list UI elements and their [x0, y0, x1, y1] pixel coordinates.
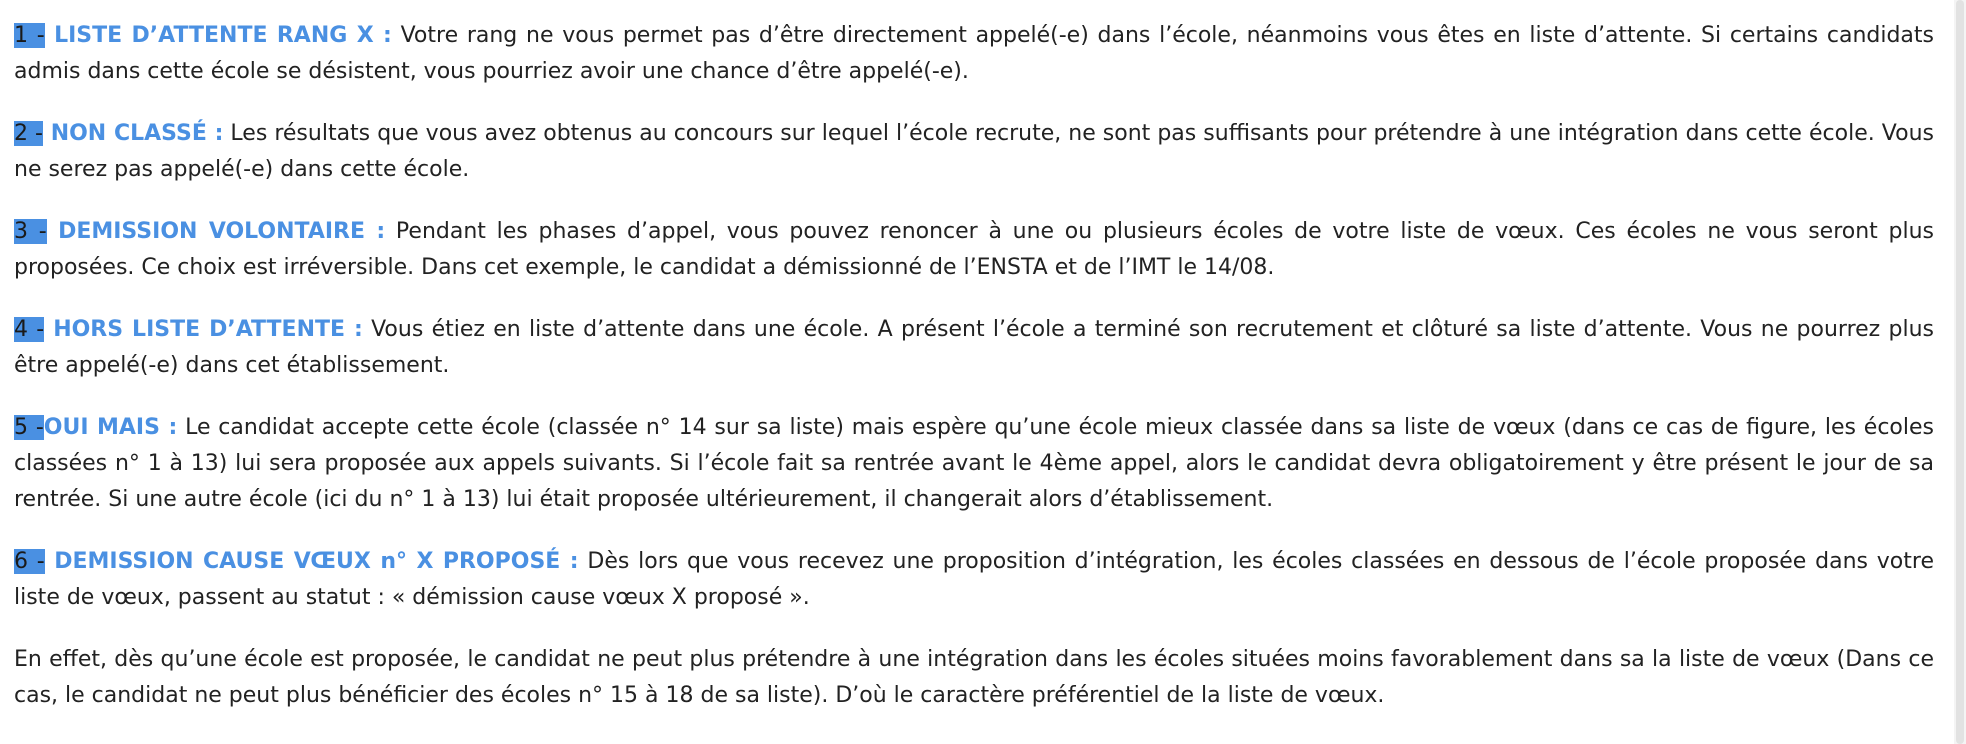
- status-term: NON CLASSÉ :: [42, 121, 224, 146]
- status-description: Le candidat accepte cette école (classée n° 14 sur sa liste) mais espère qu’une école mieux classée dans sa liste de vœux (dans ce cas de figure, les écoles classées n° 1 à 13) lui sera proposée aux appels suivants. Si l’école fait sa rentrée avant le 4ème appel, alors le candidat devra obligatoirement y être présent le jour de sa rentrée. Si une autre école (ici du n° 1 à 13) lui était proposée ultérieurement, il changerait alors d’établissement.: [14, 415, 1934, 512]
- item-number-highlight: 6 -: [14, 549, 45, 574]
- status-description: Vous étiez en liste d’attente dans une école. A présent l’école a terminé son recrutement et clôturé sa liste d’attente. Vous ne pourrez plus être appelé(-e) dans cet établissement.: [14, 317, 1934, 378]
- status-definition-paragraph: [14, 312, 1934, 384]
- status-definition-paragraph: [14, 18, 1934, 90]
- item-number-highlight: 2 -: [14, 121, 43, 146]
- status-definition-paragraph: [14, 410, 1934, 518]
- item-number-highlight: 3 -: [14, 219, 47, 244]
- status-term: HORS LISTE D’ATTENTE :: [44, 317, 363, 342]
- item-number-highlight: 4 -: [14, 317, 45, 342]
- item-number-highlight: 1 -: [14, 23, 45, 48]
- status-term: OUI MAIS :: [43, 415, 178, 440]
- status-term: LISTE D’ATTENTE RANG X :: [44, 23, 392, 48]
- status-description: Les résultats que vous avez obtenus au concours sur lequel l’école recrute, ne sont pas suffisants pour prétendre à une intégration dans cette école. Vous ne serez pas appelé(-e) dans cette école.: [14, 121, 1934, 182]
- status-definition-paragraph: [14, 544, 1934, 616]
- document-body: [14, 18, 1934, 740]
- vertical-scrollbar[interactable]: [1954, 0, 1966, 744]
- item-number-highlight: 5 -: [14, 415, 44, 440]
- scrollbar-thumb[interactable]: [1956, 0, 1964, 744]
- status-definition-paragraph: [14, 214, 1934, 286]
- status-term: DEMISSION VOLONTAIRE :: [46, 219, 386, 244]
- status-description: Pendant les phases d’appel, vous pouvez renoncer à une ou plusieurs écoles de votre liste de vœux. Ces écoles ne vous seront plus proposées. Ce choix est irréversible. Dans cet exemple, le candidat a démissionné de l’ENSTA et de l’IMT le 14/08.: [14, 219, 1934, 280]
- status-description: Votre rang ne vous permet pas d’être directement appelé(-e) dans l’école, néanmoins vous êtes en liste d’attente. Si certains candidats admis dans cette école se désistent, vous pourriez avoir une chance d’être appelé(-e).: [14, 23, 1934, 84]
- status-definition-paragraph: [14, 116, 1934, 188]
- status-description: Dès lors que vous recevez une proposition d’intégration, les écoles classées en dessous de l’école proposée dans votre liste de vœux, passent au statut : « démission cause vœux X proposé ».: [14, 549, 1934, 610]
- conclusion-paragraph: En effet, dès qu’une école est proposée, le candidat ne peut plus prétendre à une intégration dans les écoles situées moins favorablement dans sa la liste de vœux (Dans ce cas, le candidat ne peut plus bénéficier des écoles n° 15 à 18 de sa liste). D’où le caractère préférentiel de la liste de vœux.: [14, 647, 1934, 708]
- status-term: DEMISSION CAUSE VŒUX n° X PROPOSÉ :: [44, 549, 579, 574]
